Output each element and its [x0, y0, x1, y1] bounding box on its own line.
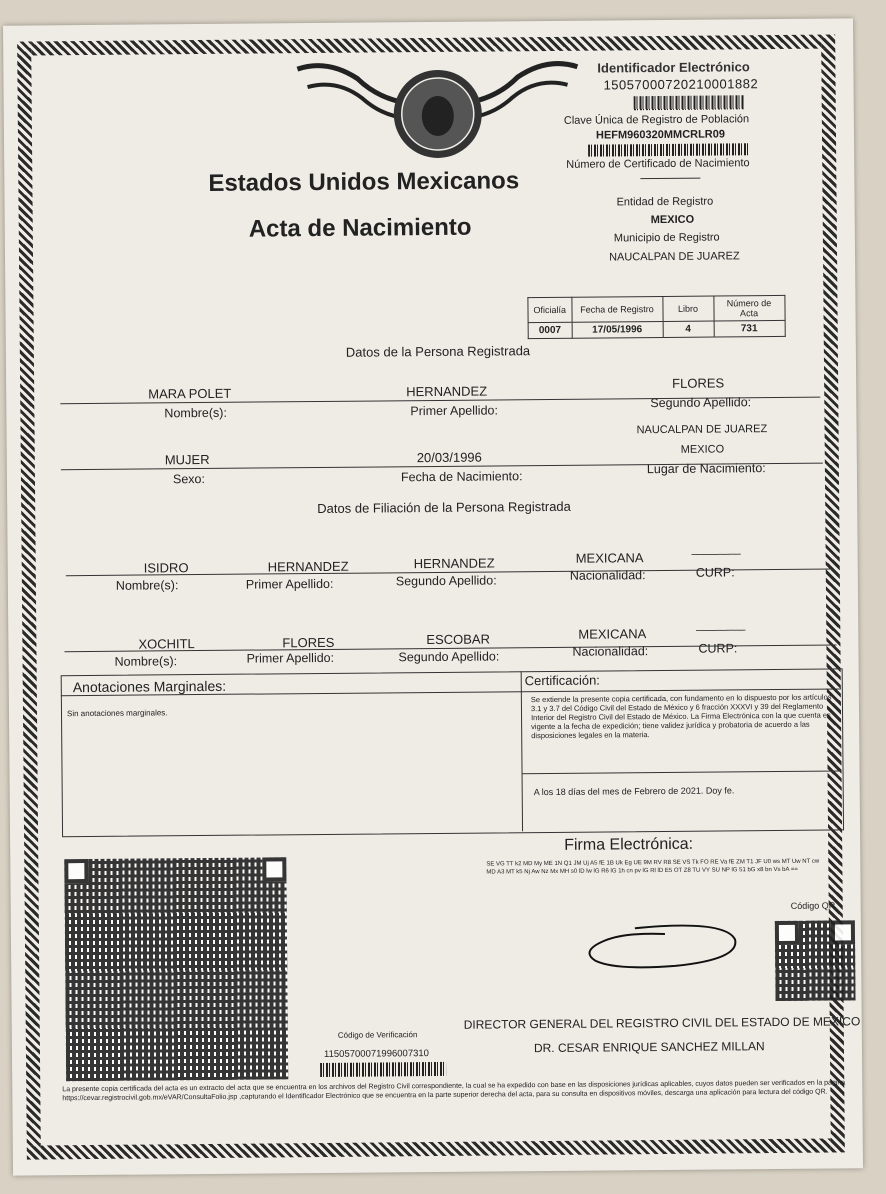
director-name: DR. CESAR ENRIQUE SANCHEZ MILLAN — [533, 1039, 765, 1056]
table-cell: 0007 — [528, 322, 572, 338]
director-title: DIRECTOR GENERAL DEL REGISTRO CIVIL DEL ESTADO DE MEXICO — [463, 1014, 861, 1032]
name-label: Nombre(s): — [164, 405, 227, 421]
curp-barcode — [588, 143, 748, 156]
persona-section-title: Datos de la Persona Registrada — [345, 343, 531, 360]
curp-value: HEFM960320MMCRLR09 — [595, 128, 726, 142]
curp-label: Clave Única de Registro de Población — [563, 113, 750, 127]
person-second-surname: FLORES — [672, 375, 725, 391]
entidad-label: Entidad de Registro — [616, 195, 714, 209]
verification-code-label: Código de Verificación — [337, 1030, 418, 1040]
father-first-surname-label: Primer Apellido: — [245, 576, 334, 592]
table-header: Libro — [662, 296, 713, 321]
table-header: Fecha de Registro — [571, 296, 662, 322]
main-qr-code — [64, 857, 288, 1081]
father-name-label: Nombre(s): — [115, 578, 179, 593]
father-first-surname: HERNANDEZ — [267, 558, 349, 575]
birthplace-state: MEXICO — [680, 443, 725, 456]
electronic-id-value: 15057000720210001882 — [603, 76, 759, 93]
father-second-surname: HERNANDEZ — [413, 555, 495, 572]
municipio-label: Municipio de Registro — [613, 231, 720, 245]
signature-scribble-icon — [575, 919, 746, 980]
birthplace-municipality: NAUCALPAN DE JUAREZ — [636, 423, 768, 437]
person-sex: MUJER — [164, 451, 210, 468]
father-nationality: MEXICANA — [575, 550, 644, 566]
father-curp: ________ — [691, 543, 741, 556]
certificate-number-label: Número de Certificado de Nacimiento — [566, 157, 750, 171]
father-nationality-label: Nacionalidad: — [569, 568, 646, 583]
country-title: Estados Unidos Mexicanos — [208, 167, 520, 197]
table-cell: 731 — [714, 320, 785, 337]
mother-first-surname: FLORES — [282, 634, 335, 651]
birthplace-label: Lugar de Nacimiento: — [646, 461, 766, 477]
filiacion-section-title: Datos de Filiación de la Persona Registrada — [317, 498, 571, 517]
mother-nationality-label: Nacionalidad: — [572, 644, 649, 659]
mother-first-surname-label: Primer Apellido: — [246, 650, 335, 666]
verification-barcode — [320, 1062, 446, 1077]
id-barcode — [634, 95, 744, 110]
table-cell: 4 — [663, 321, 714, 337]
certification-date: A los 18 días del mes de Febrero de 2021. Doy fe. — [533, 785, 735, 798]
entidad-value: MEXICO — [650, 213, 695, 227]
signature-hash: SE VG TT k2 MD My ME 1N Q1 JM Uj A5 fE 1B Uk Eg UE 9M RV R8 SE VS Tk FO RE Va fE ZM T1 JF U0 ws MT Uw NT cw MD A3 MT k5 Nj Aw Nz Mx MH s0 lD lw lG R6 lG 1h cn pv lG Rl lD E5 OT Z8 TU VY SU NP lG 51 bG x8 bn Vs bA == — [486, 858, 820, 876]
document-title: Acta de Nacimiento — [248, 213, 472, 243]
verification-code-value: 11505700071996007310 — [323, 1048, 430, 1060]
mother-curp-label: CURP: — [698, 641, 738, 656]
certification-title: Certificación: — [524, 672, 600, 689]
electronic-signature-title: Firma Electrónica: — [564, 835, 694, 854]
table-cell: 17/05/1996 — [572, 321, 663, 338]
sex-label: Sexo: — [172, 471, 205, 487]
mother-name-label: Nombre(s): — [114, 654, 178, 669]
mother-name: XOCHITL — [138, 636, 195, 652]
registration-table — [527, 295, 785, 339]
person-name: MARA POLET — [148, 385, 232, 402]
mother-nationality: MEXICANA — [578, 626, 647, 642]
second-surname-label: Segundo Apellido: — [650, 395, 752, 411]
first-surname-label: Primer Apellido: — [410, 403, 498, 419]
father-second-surname-label: Segundo Apellido: — [395, 573, 497, 589]
certification-text: Se extiende la presente copia certificada, con fundamento en lo dispuesto por los artículos 3.1 y 3.7 del Código Civil del Estado de México y 6 fracción XXXVI y 39 del Reglamento Interior del Registro Civil del Estado de México. La Firma Electrónica con la que cuenta es vigente a la fecha de expedición; tiene validez jurídica y probatoria de acuerdo a las disposiciones legales en la materia. — [530, 692, 832, 741]
birth-certificate-page — [3, 18, 863, 1175]
table-header: Número de Acta — [713, 295, 784, 321]
birth-date-label: Fecha de Nacimiento: — [400, 469, 523, 485]
person-birth-date: 20/03/1996 — [416, 449, 482, 466]
national-seal-icon — [287, 57, 588, 164]
certificate-number-line — [640, 178, 700, 180]
annotations-text: Sin anotaciones marginales. — [66, 708, 168, 719]
mother-curp: ________ — [696, 619, 746, 632]
document-content — [37, 55, 861, 1140]
small-qr-code — [775, 920, 856, 1001]
electronic-id-label: Identificador Electrónico — [597, 59, 750, 76]
mother-second-surname-label: Segundo Apellido: — [398, 649, 500, 665]
footer-legal-text: La presente copia certificada del acta es un extracto del acta que se encuentra en los archivos del Registro Civil correspondiente, la cual se ha expedido con base en las disposiciones jurídicas aplicables, cuyos datos pueden ser verificados en la página https://cevar.registrocivil.gob.mx/eVAR/ConsultaFolio.jsp ,capturando el Identificador Electrónico que se encuentra en la parte superior derecha del acta, para su consulta en dispositivos móviles, descarga una aplicación para lectura del código QR. — [62, 1079, 846, 1103]
father-name: ISIDRO — [143, 560, 189, 576]
municipio-value: NAUCALPAN DE JUAREZ — [608, 250, 740, 264]
father-curp-label: CURP: — [695, 565, 735, 580]
table-header: Oficialía — [528, 297, 572, 322]
annotations-title: Anotaciones Marginales: — [72, 677, 227, 696]
mother-second-surname: ESCOBAR — [426, 631, 491, 648]
person-first-surname: HERNANDEZ — [406, 383, 488, 400]
qr-label: Código QR — [790, 900, 836, 911]
